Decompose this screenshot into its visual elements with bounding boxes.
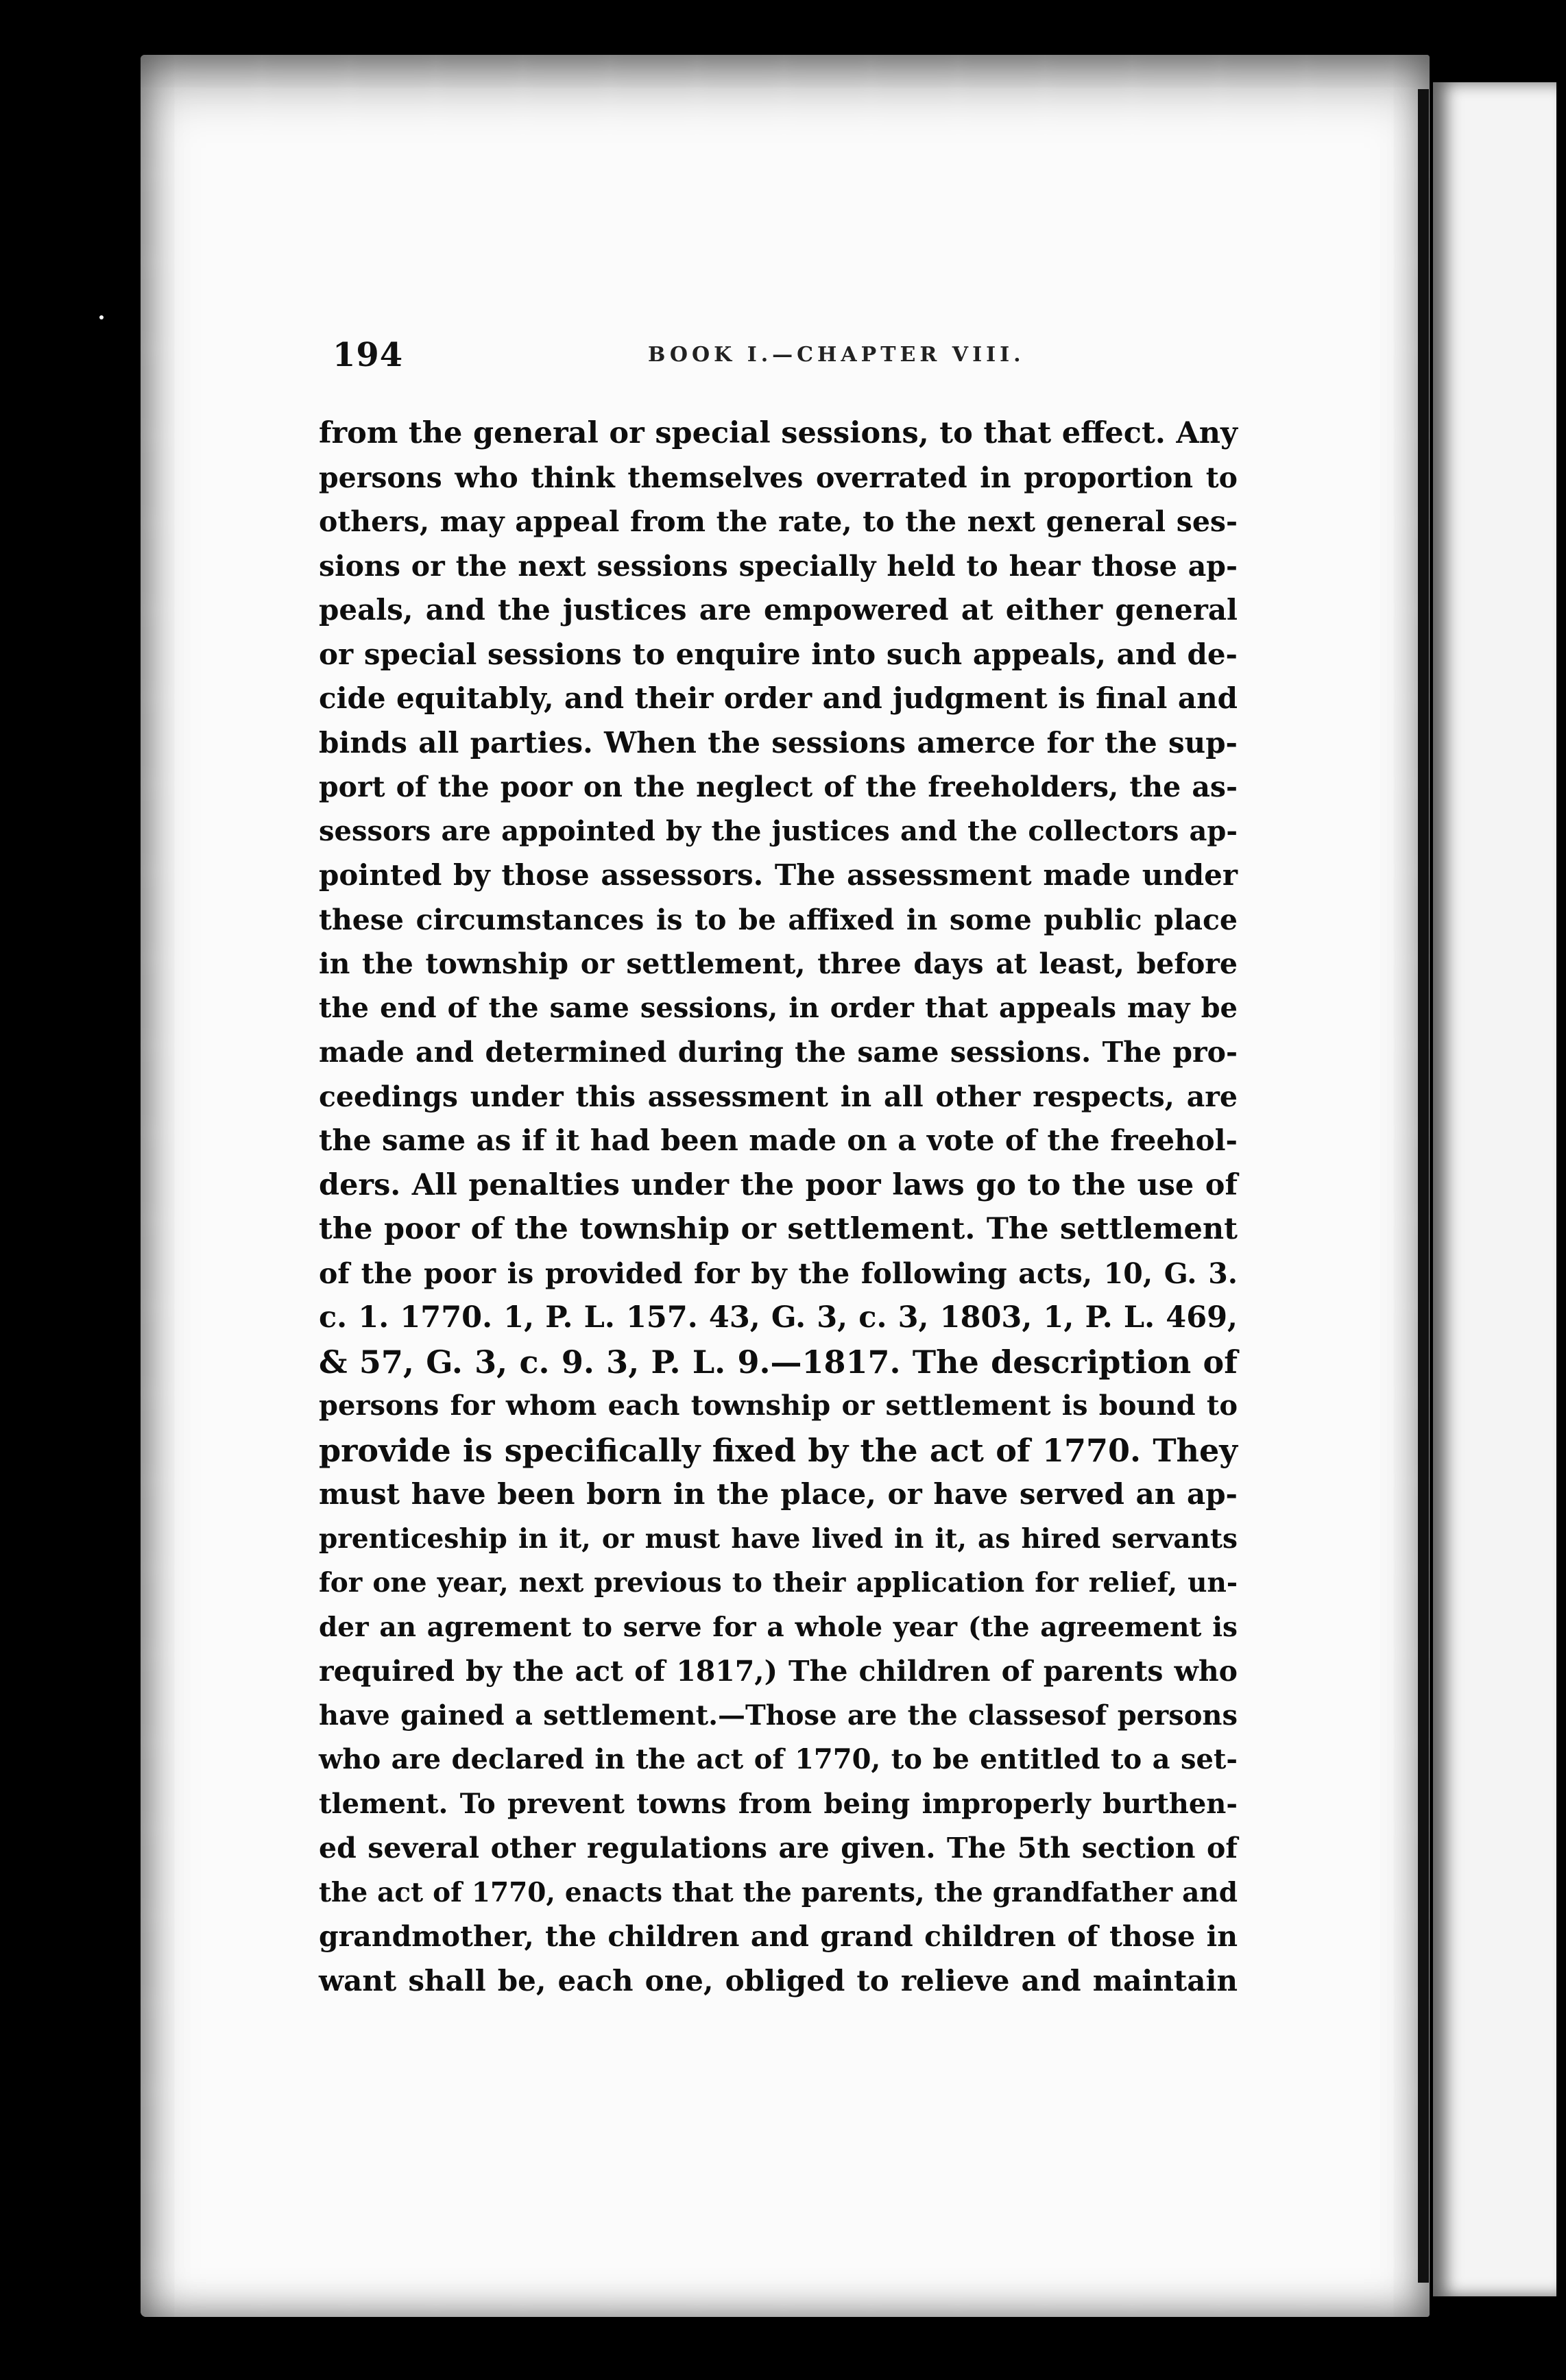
- text-line: others, may appeal from the rate, to the next general ses-: [319, 505, 1238, 538]
- text-line: of the poor is provided for by the following acts, 10, G. 3.: [319, 1256, 1238, 1290]
- text-line: peals, and the justices are empowered at either general: [319, 593, 1238, 627]
- text-line: prenticeship in it, or must have lived in it, as hired servants: [319, 1522, 1238, 1555]
- facing-page-edge: [1433, 82, 1556, 2296]
- text-line: ceedings under this assessment in all other respects, are: [319, 1080, 1238, 1113]
- text-line: the poor of the township or settlement. The settlement: [319, 1212, 1238, 1246]
- text-line: ed several other regulations are given. The 5th section of: [319, 1832, 1238, 1865]
- text-line: tlement. To prevent towns from being improperly burthen-: [319, 1787, 1238, 1820]
- text-line: the same as if it had been made on a vote of the freehol-: [319, 1124, 1238, 1157]
- text-line: port of the poor on the neglect of the freeholders, the as-: [319, 770, 1238, 803]
- text-line: in the township or settlement, three days at least, before: [319, 947, 1238, 980]
- text-line: made and determined during the same sessions. The pro-: [319, 1036, 1238, 1069]
- text-line: want shall be, each one, obliged to relieve and maintain: [319, 1963, 1238, 1997]
- page-header: [333, 336, 1238, 384]
- text-line: grandmother, the children and grand children of those in: [319, 1920, 1238, 1953]
- text-line: persons for whom each township or settlement is bound to: [319, 1389, 1238, 1422]
- text-line: required by the act of 1817,) The children of parents who: [319, 1655, 1238, 1688]
- text-line: persons who think themselves overrated in proportion to: [319, 461, 1238, 494]
- scan-speck: [99, 315, 104, 319]
- text-line: or special sessions to enquire into such appeals, and de-: [319, 637, 1238, 671]
- text-line: the act of 1770, enacts that the parents, the grandfather and: [319, 1876, 1238, 1908]
- text-line: who are declared in the act of 1770, to be entitled to a set-: [319, 1743, 1238, 1775]
- body-text: [319, 411, 1238, 2003]
- text-line: have gained a settlement.—Those are the classesof persons: [319, 1699, 1238, 1732]
- text-line: & 57, G. 3, c. 9. 3, P. L. 9.—1817. The description of: [319, 1343, 1238, 1381]
- text-line: sessors are appointed by the justices and the collectors ap-: [319, 814, 1238, 847]
- text-line: from the general or special sessions, to that effect. Any: [319, 416, 1238, 450]
- running-head: BOOK I.—CHAPTER VIII.: [648, 343, 1025, 367]
- text-line: sions or the next sessions specially held to hear those ap-: [319, 549, 1238, 583]
- page-number: 194: [333, 336, 404, 374]
- text-line: the end of the same sessions, in order that appeals may be: [319, 991, 1238, 1024]
- page-gutter: [1418, 89, 1429, 2283]
- text-line: provide is specifically fixed by the act of 1770. They: [319, 1431, 1238, 1469]
- text-line: cide equitably, and their order and judgment is final and: [319, 681, 1238, 715]
- text-line: c. 1. 1770. 1, P. L. 157. 43, G. 3, c. 3, 1803, 1, P. L. 469,: [319, 1300, 1238, 1335]
- text-line: ders. All penalties under the poor laws go to the use of: [319, 1167, 1238, 1202]
- text-line: these circumstances is to be affixed in some public place: [319, 903, 1238, 936]
- text-line: binds all parties. When the sessions amerce for the sup-: [319, 725, 1238, 760]
- text-line: pointed by those assessors. The assessment made under: [319, 858, 1238, 892]
- text-line: der an agrement to serve for a whole year (the agreement is: [319, 1611, 1238, 1643]
- text-line: for one year, next previous to their application for relief, un-: [319, 1567, 1238, 1599]
- text-line: must have been born in the place, or have served an ap-: [319, 1477, 1238, 1511]
